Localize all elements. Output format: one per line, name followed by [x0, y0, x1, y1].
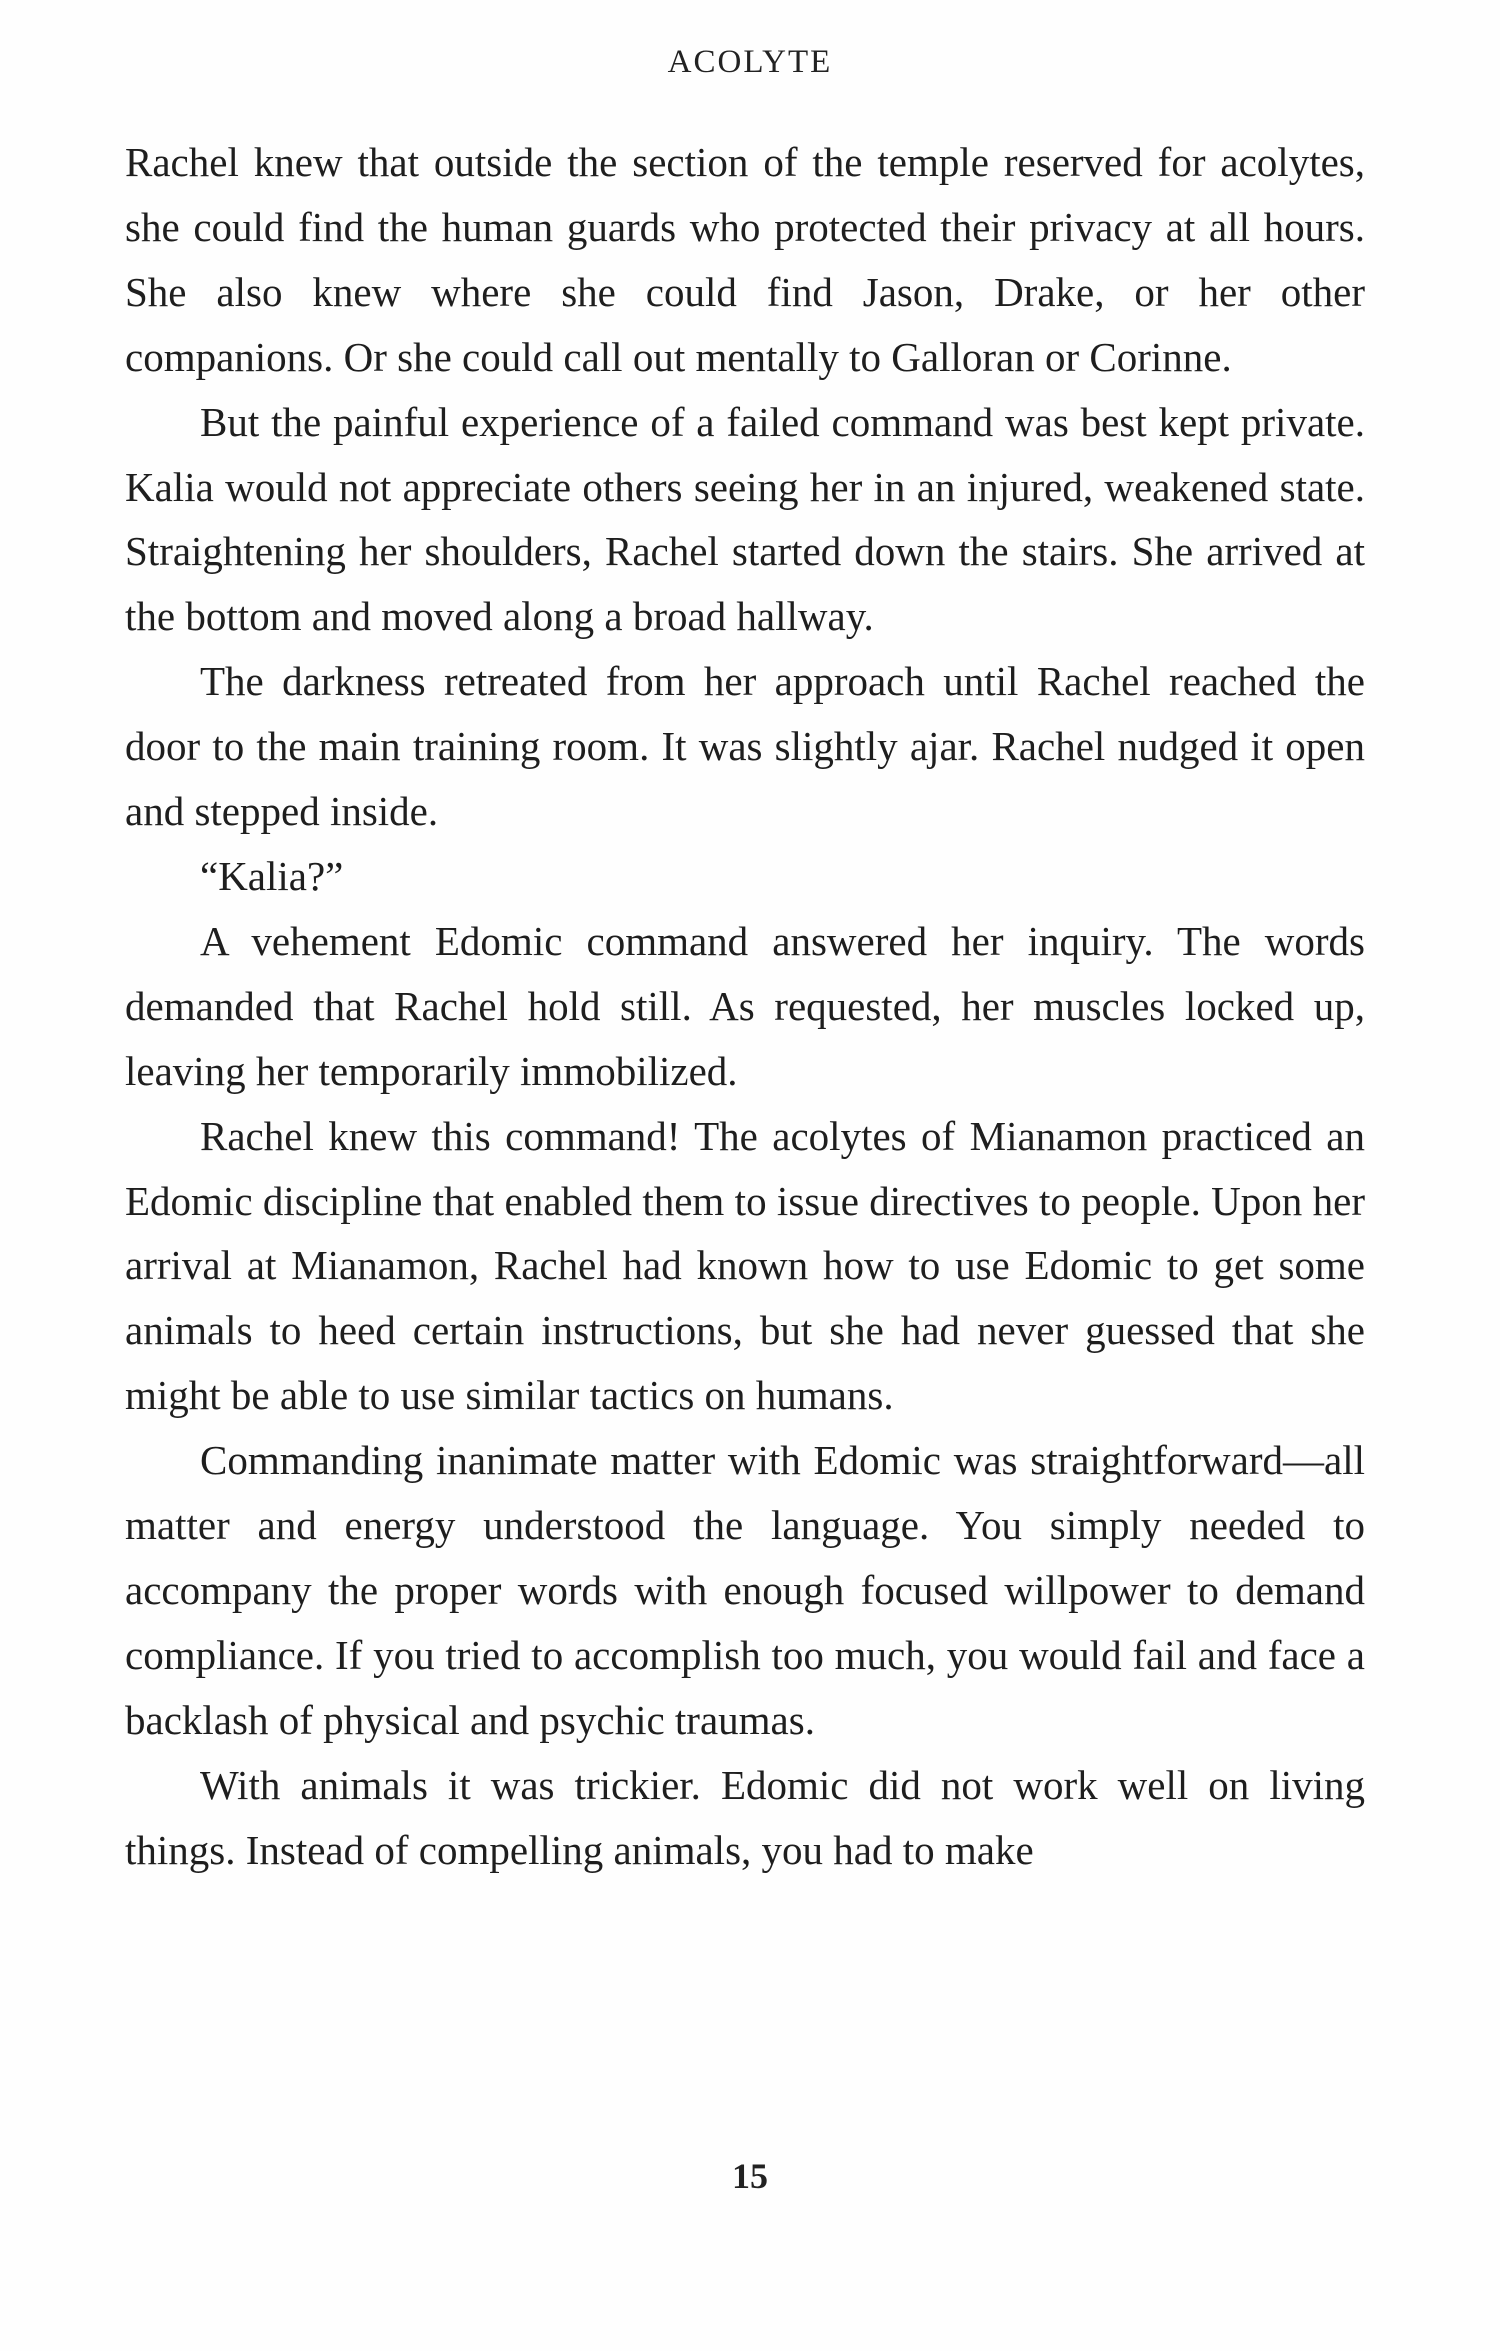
paragraph-4: “Kalia?” — [200, 852, 344, 899]
paragraph-8: With animals it was trickier. Edomic did not work well on living things. Instead of compelling animals, you had to make — [125, 1761, 1365, 1873]
paragraph-7: Commanding inanimate matter with Edomic was straightforward—all matter and energy understood the language. You simply needed to accompany the proper words with enough focused willpower to demand compliance. If you tried to accomplish too much, you would fail and face a backlash of physical and psychic traumas. — [125, 1437, 1365, 1743]
paragraph-2: But the painful experience of a failed command was best kept private. Kalia would not appreciate others seeing her in an injured, weakened state. Straightening her shoulders, Rachel started down the stairs. She arrived at the bottom and moved along a broad hallway. — [125, 398, 1365, 640]
paragraph-3: The darkness retreated from her approach until Rachel reached the door to the main training room. It was slightly ajar. Rachel nudged it open and stepped inside. — [125, 658, 1365, 835]
running-title: ACOLYTE — [667, 44, 833, 80]
paragraph-1: Rachel knew that outside the section of the temple reserved for acolytes, she could find the human guards who protected their privacy at all hours. She also knew where she could find Jason, Drake, or her other companions. Or she could call out mentally to Galloran or Corinne. — [125, 139, 1365, 380]
body-text — [125, 130, 1365, 1882]
paragraph-6: Rachel knew this command! The acolytes of Mianamon practiced an Edomic discipline that enabled them to issue directives to people. Upon her arrival at Mianamon, Rachel had known how to use Edomic to get some animals to heed certain instructions, but she had never guessed that she might be able to use similar tactics on humans. — [125, 1112, 1365, 1419]
paragraph-5: A vehement Edomic command answered her inquiry. The words demanded that Rachel hold still. As requested, her muscles locked up, leaving her temporarily immobilized. — [125, 917, 1365, 1094]
page-number: 15 — [732, 2156, 768, 2196]
